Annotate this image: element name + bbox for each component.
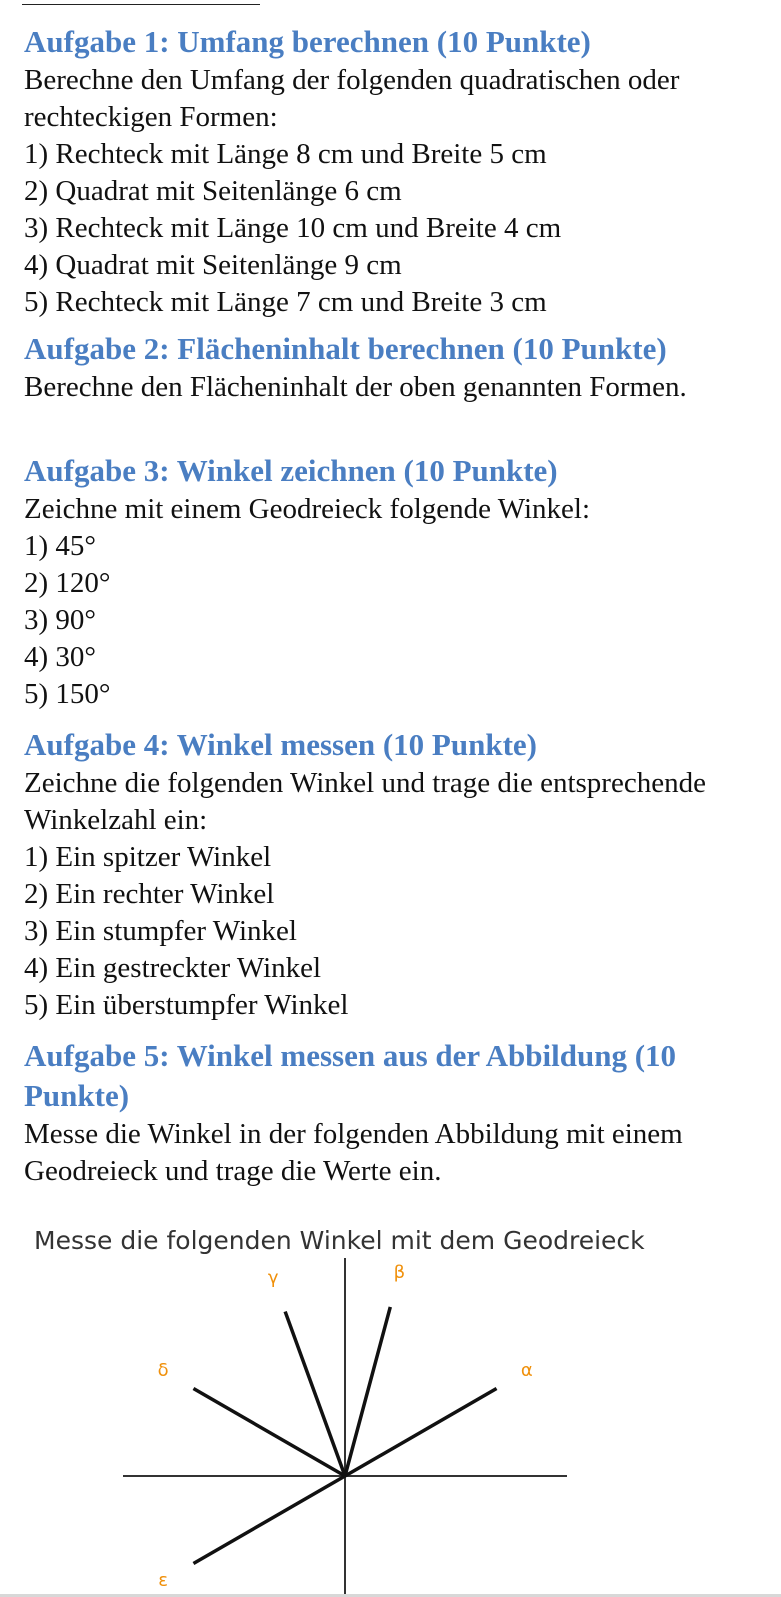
angle-diagram [0,1222,781,1597]
list-item: 4) Ein gestreckter Winkel [24,952,322,984]
angle-figure [0,1222,781,1597]
task-5-heading-line-2: Punkte) [24,1078,130,1113]
task-5 [24,1036,781,1190]
list-item: 2) 120° [24,567,111,599]
task-5-intro-line-2: Geodreieck und trage die Werte ein. [24,1155,442,1187]
angle-label-2: β [393,1262,406,1284]
figure-title: Messe die folgenden Winkel mit dem Geodreieck [34,1226,645,1255]
angle-label-3: γ [267,1267,279,1289]
task-4-list [24,839,781,1024]
list-item: 1) Rechteck mit Länge 8 cm und Breite 5 cm [24,138,547,170]
top-rule [22,4,260,5]
angle-ray-2 [345,1307,390,1476]
list-item: 1) Ein spitzer Winkel [24,841,272,873]
task-3 [24,451,781,713]
task-4-intro-line-1: Zeichne die folgenden Winkel und trage die entsprechende [24,767,706,799]
task-2-intro: Berechne den Flächeninhalt der oben genannten Formen. [24,371,687,403]
list-item: 2) Ein rechter Winkel [24,878,275,910]
list-item: 3) Rechteck mit Länge 10 cm und Breite 4 cm [24,212,562,244]
task-1 [24,22,781,321]
list-item: 5) Rechteck mit Länge 7 cm und Breite 3 cm [24,286,547,318]
task-1-heading: Aufgabe 1: Umfang berechnen (10 Punkte) [24,24,591,59]
task-1-intro-line-2: rechteckigen Formen: [24,101,278,133]
list-item: 3) 90° [24,604,97,636]
task-2-heading: Aufgabe 2: Flächeninhalt berechnen (10 Punkte) [24,331,667,366]
task-1-list [24,136,781,321]
list-item: 3) Ein stumpfer Winkel [24,915,297,947]
worksheet-content [24,22,781,1190]
task-5-heading-line-1: Aufgabe 5: Winkel messen aus der Abbildung (10 [24,1038,677,1073]
list-item: 2) Quadrat mit Seitenlänge 6 cm [24,175,402,207]
angle-ray-4 [193,1389,345,1477]
task-3-heading: Aufgabe 3: Winkel zeichnen (10 Punkte) [24,453,558,488]
list-item: 1) 45° [24,530,97,562]
axes [123,1258,567,1597]
angle-label-5: ε [158,1570,169,1591]
task-4-heading: Aufgabe 4: Winkel messen (10 Punkte) [24,727,537,762]
task-4-intro-line-2: Winkelzahl ein: [24,804,208,836]
list-item: 4) Quadrat mit Seitenlänge 9 cm [24,249,402,281]
angle-label-4: δ [157,1360,169,1381]
task-1-intro-line-1: Berechne den Umfang der folgenden quadratischen oder [24,64,680,96]
task-4 [24,725,781,1024]
angle-ray-1 [345,1389,497,1477]
angle-ray-3 [285,1312,345,1476]
task-3-intro: Zeichne mit einem Geodreieck folgende Winkel: [24,493,590,525]
list-item: 4) 30° [24,641,97,673]
task-2 [24,329,781,406]
angle-label-1: α [520,1360,533,1381]
list-item: 5) 150° [24,678,111,710]
list-item: 5) Ein überstumpfer Winkel [24,989,349,1021]
angle-ray-5 [193,1476,345,1564]
task-5-intro-line-1: Messe die Winkel in der folgenden Abbildung mit einem [24,1118,683,1150]
task-3-list [24,528,781,713]
